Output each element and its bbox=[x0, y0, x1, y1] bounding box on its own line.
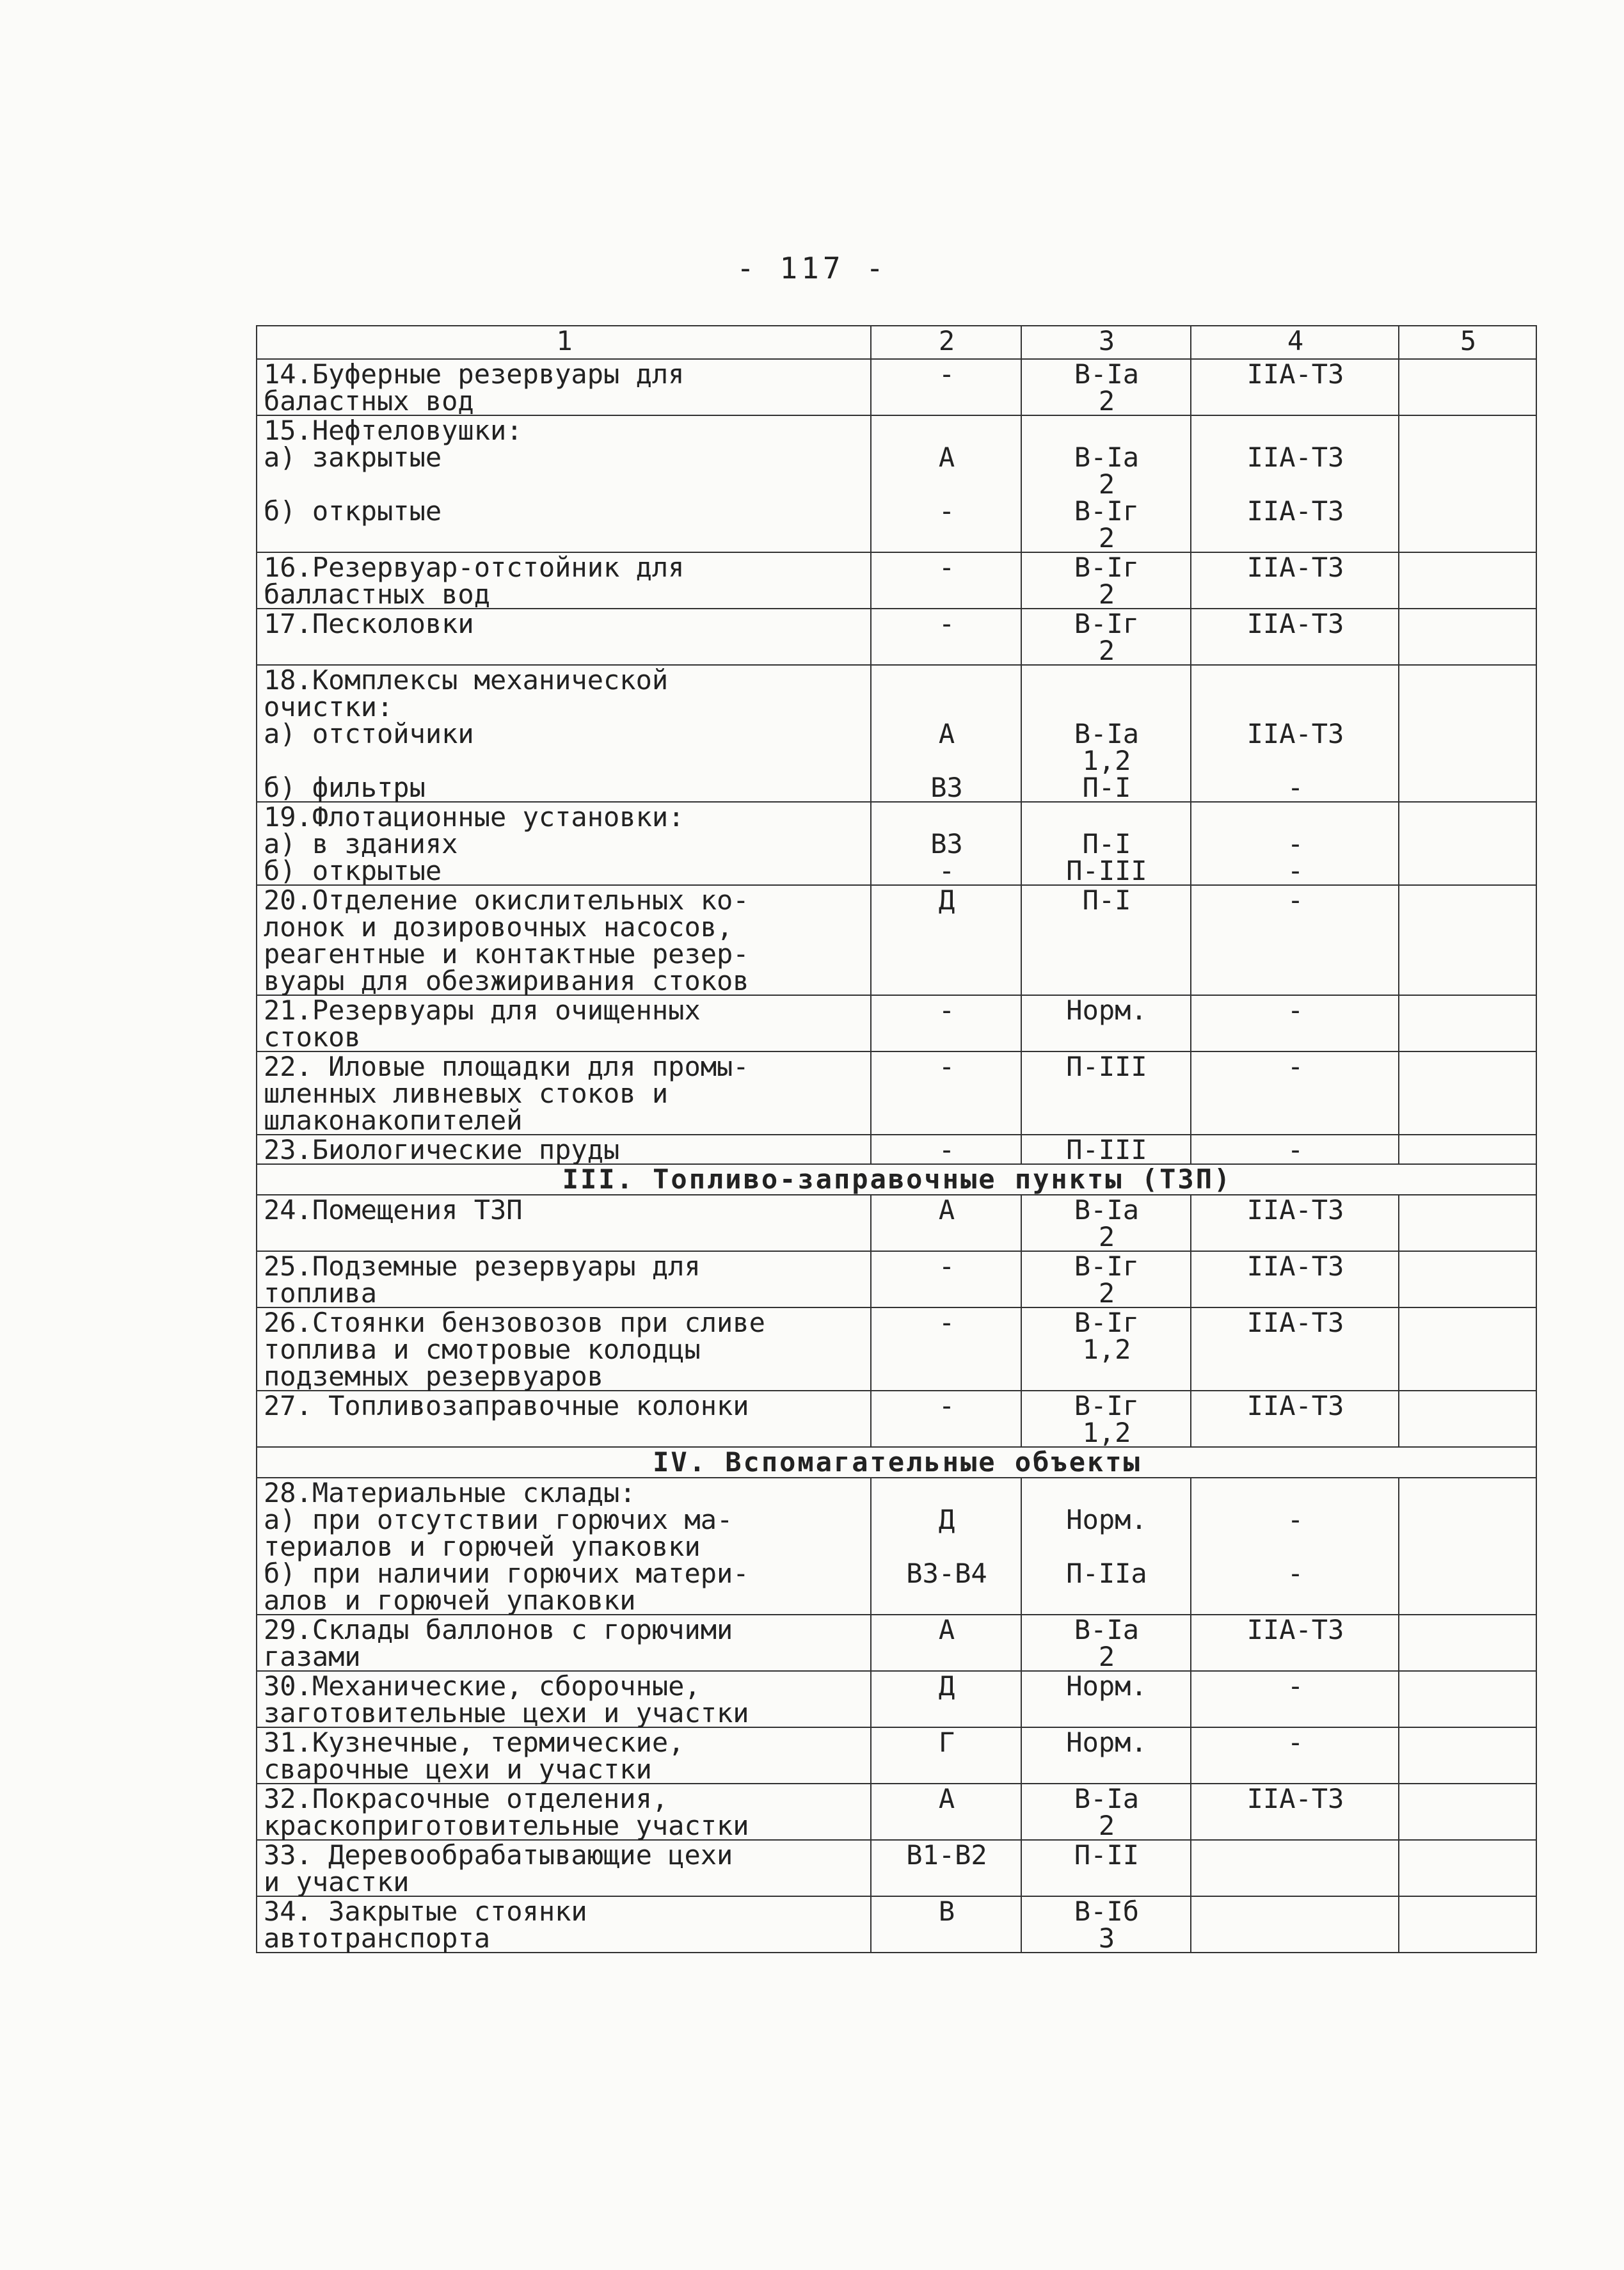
table-cell-col2: - bbox=[871, 1251, 1021, 1307]
table-cell-col5 bbox=[1399, 1391, 1536, 1447]
table-cell-col2: А bbox=[871, 1195, 1021, 1251]
table-cell-col1: 21.Резервуары для очищенных стоков bbox=[257, 995, 871, 1051]
table-body bbox=[257, 326, 1536, 1953]
table-cell-col1: 30.Механические, сборочные, заготовительные цехи и участки bbox=[257, 1671, 871, 1727]
table-cell-col3: В-Iа 2 bbox=[1021, 1615, 1191, 1671]
table-cell-col3: В-Iг 2 bbox=[1021, 1251, 1191, 1307]
table-cell-col1: 28.Материальные склады: а) при отсутствии горючих ма- териалов и горючей упаковки б) при наличии горючих матери- алов и горючей упаковки bbox=[257, 1478, 871, 1615]
table-header-row bbox=[257, 326, 1536, 359]
table-cell-col4: - - bbox=[1191, 1478, 1399, 1615]
table-cell-col5 bbox=[1399, 415, 1536, 552]
table-cell-col4: - bbox=[1191, 885, 1399, 995]
table-cell-col2: - bbox=[871, 995, 1021, 1051]
table-cell-col3: В-Iг 1,2 bbox=[1021, 1307, 1191, 1391]
table-cell-col2: Д bbox=[871, 1671, 1021, 1727]
table-cell-col1: 31.Кузнечные, термические, сварочные цехи и участки bbox=[257, 1727, 871, 1784]
header-cell-3: 3 bbox=[1021, 326, 1191, 359]
table-row bbox=[257, 1051, 1536, 1135]
table-row bbox=[257, 1896, 1536, 1953]
table-cell-col2: - bbox=[871, 552, 1021, 609]
header-cell-1: 1 bbox=[257, 326, 871, 359]
table-cell-col1: 34. Закрытые стоянки автотранспорта bbox=[257, 1896, 871, 1953]
table-cell-col1: 32.Покрасочные отделения, краскоприготовительные участки bbox=[257, 1784, 871, 1840]
header-cell-4: 4 bbox=[1191, 326, 1399, 359]
table-cell-col2: - bbox=[871, 359, 1021, 415]
table-row bbox=[257, 1671, 1536, 1727]
table-cell-col5 bbox=[1399, 1784, 1536, 1840]
table-row bbox=[257, 552, 1536, 609]
table-cell-col3: В-Iа 2 bbox=[1021, 1784, 1191, 1840]
table-cell-col4: IIA-T3 bbox=[1191, 552, 1399, 609]
table-cell-col3: П-I П-III bbox=[1021, 802, 1191, 885]
section-header-row bbox=[257, 1164, 1536, 1195]
table-cell-col2: - bbox=[871, 1307, 1021, 1391]
table-cell-col5 bbox=[1399, 995, 1536, 1051]
table-cell-col1: 15.Нефтеловушки: а) закрытые б) открытые bbox=[257, 415, 871, 552]
table-cell-col4 bbox=[1191, 1840, 1399, 1896]
table-cell-col2: - bbox=[871, 1051, 1021, 1135]
table-cell-col2: А В3 bbox=[871, 665, 1021, 802]
table-cell-col1: 20.Отделение окислительных ко- лонок и дозировочных насосов, реагентные и контактные резер- вуары для обезжиривания стоков bbox=[257, 885, 871, 995]
table-cell-col3: В-Iг 2 bbox=[1021, 609, 1191, 665]
table-cell-col5 bbox=[1399, 1615, 1536, 1671]
table-row bbox=[257, 802, 1536, 885]
section-title: IV. Вспомагательные объекты bbox=[257, 1447, 1536, 1478]
table-cell-col2: А bbox=[871, 1615, 1021, 1671]
table-cell-col4: IIA-T3 bbox=[1191, 359, 1399, 415]
table-cell-col2: В1-В2 bbox=[871, 1840, 1021, 1896]
table-cell-col3: В-Iг 2 bbox=[1021, 552, 1191, 609]
table-cell-col1: 17.Песколовки bbox=[257, 609, 871, 665]
table-cell-col5 bbox=[1399, 1896, 1536, 1953]
table-cell-col5 bbox=[1399, 665, 1536, 802]
table-cell-col1: 24.Помещения ТЗП bbox=[257, 1195, 871, 1251]
table-cell-col2: Д bbox=[871, 885, 1021, 995]
header-cell-2: 2 bbox=[871, 326, 1021, 359]
table-cell-col1: 29.Склады баллонов с горючими газами bbox=[257, 1615, 871, 1671]
section-title: III. Топливо-заправочные пункты (ТЗП) bbox=[257, 1164, 1536, 1195]
table-cell-col4: IIA-T3 bbox=[1191, 1307, 1399, 1391]
table-cell-col4: - bbox=[1191, 995, 1399, 1051]
table-cell-col4: - bbox=[1191, 1727, 1399, 1784]
table-cell-col3: П-I bbox=[1021, 885, 1191, 995]
table-row bbox=[257, 359, 1536, 415]
table-cell-col2: А - bbox=[871, 415, 1021, 552]
table-cell-col4: IIA-T3 IIA-T3 bbox=[1191, 415, 1399, 552]
table-cell-col4: IIA-T3 - bbox=[1191, 665, 1399, 802]
table-row bbox=[257, 1135, 1536, 1164]
table-row bbox=[257, 1478, 1536, 1615]
table-cell-col2: Д В3-В4 bbox=[871, 1478, 1021, 1615]
table-cell-col5 bbox=[1399, 552, 1536, 609]
table-cell-col4: IIA-T3 bbox=[1191, 1195, 1399, 1251]
table-cell-col4: IIA-T3 bbox=[1191, 1784, 1399, 1840]
table-cell-col1: 19.Флотационные установки: а) в зданиях б) открытые bbox=[257, 802, 871, 885]
table-cell-col3: В-Iг 1,2 bbox=[1021, 1391, 1191, 1447]
table-cell-col5 bbox=[1399, 1135, 1536, 1164]
table-cell-col3: П-III bbox=[1021, 1135, 1191, 1164]
table-cell-col2: - bbox=[871, 1391, 1021, 1447]
table-cell-col2: - bbox=[871, 609, 1021, 665]
table-cell-col5 bbox=[1399, 1478, 1536, 1615]
table-cell-col5 bbox=[1399, 1307, 1536, 1391]
table-row bbox=[257, 1784, 1536, 1840]
page-number: - 117 - bbox=[736, 251, 888, 285]
table-row bbox=[257, 885, 1536, 995]
table-cell-col4: - - bbox=[1191, 802, 1399, 885]
table-row bbox=[257, 1391, 1536, 1447]
table-cell-col5 bbox=[1399, 802, 1536, 885]
table-cell-col5 bbox=[1399, 1051, 1536, 1135]
table-cell-col4: - bbox=[1191, 1051, 1399, 1135]
table-cell-col3: Норм. bbox=[1021, 1727, 1191, 1784]
table-cell-col3: Норм. П-IIа bbox=[1021, 1478, 1191, 1615]
table-cell-col5 bbox=[1399, 359, 1536, 415]
table-cell-col1: 26.Стоянки бензовозов при сливе топлива и смотровые колодцы подземных резервуаров bbox=[257, 1307, 871, 1391]
table-cell-col4: IIA-T3 bbox=[1191, 1251, 1399, 1307]
table-cell-col2: Г bbox=[871, 1727, 1021, 1784]
table-cell-col5 bbox=[1399, 1195, 1536, 1251]
table-cell-col4 bbox=[1191, 1896, 1399, 1953]
table-cell-col3: В-Iб 3 bbox=[1021, 1896, 1191, 1953]
table-cell-col1: 18.Комплексы механической очистки: а) отстойчики б) фильтры bbox=[257, 665, 871, 802]
table-cell-col3: П-II bbox=[1021, 1840, 1191, 1896]
table-cell-col2: В bbox=[871, 1896, 1021, 1953]
table-row bbox=[257, 995, 1536, 1051]
table-cell-col1: 27. Топливозаправочные колонки bbox=[257, 1391, 871, 1447]
table-cell-col5 bbox=[1399, 1251, 1536, 1307]
table-row bbox=[257, 1840, 1536, 1896]
section-header-row bbox=[257, 1447, 1536, 1478]
table-row bbox=[257, 1251, 1536, 1307]
table-cell-col2: - bbox=[871, 1135, 1021, 1164]
table-cell-col3: В-Iа 2 bbox=[1021, 1195, 1191, 1251]
table-row bbox=[257, 609, 1536, 665]
table-cell-col4: IIA-T3 bbox=[1191, 1615, 1399, 1671]
classification-table bbox=[256, 325, 1537, 1953]
table-row bbox=[257, 415, 1536, 552]
table-cell-col1: 22. Иловые площадки для промы- шленных ливневых стоков и шлаконакопителей bbox=[257, 1051, 871, 1135]
table-cell-col3: В-Iа 2 bbox=[1021, 359, 1191, 415]
table-cell-col1: 14.Буферные резервуары для баластных вод bbox=[257, 359, 871, 415]
table-cell-col2: В3 - bbox=[871, 802, 1021, 885]
table-row bbox=[257, 1307, 1536, 1391]
table-cell-col3: В-Iа 1,2 П-I bbox=[1021, 665, 1191, 802]
table-cell-col5 bbox=[1399, 1727, 1536, 1784]
table-cell-col1: 23.Биологические пруды bbox=[257, 1135, 871, 1164]
table-cell-col4: IIA-T3 bbox=[1191, 609, 1399, 665]
table-cell-col5 bbox=[1399, 609, 1536, 665]
table-cell-col1: 25.Подземные резервуары для топлива bbox=[257, 1251, 871, 1307]
table-cell-col1: 16.Резервуар-отстойник для балластных вод bbox=[257, 552, 871, 609]
table-row bbox=[257, 1195, 1536, 1251]
header-cell-5: 5 bbox=[1399, 326, 1536, 359]
table-cell-col4: - bbox=[1191, 1135, 1399, 1164]
table-cell-col3: Норм. bbox=[1021, 995, 1191, 1051]
table-row bbox=[257, 665, 1536, 802]
table-cell-col3: П-III bbox=[1021, 1051, 1191, 1135]
table-cell-col5 bbox=[1399, 1671, 1536, 1727]
table-cell-col4: IIA-T3 bbox=[1191, 1391, 1399, 1447]
table-cell-col3: В-Iа 2 В-Iг 2 bbox=[1021, 415, 1191, 552]
table-row bbox=[257, 1615, 1536, 1671]
table-cell-col4: - bbox=[1191, 1671, 1399, 1727]
table-cell-col3: Норм. bbox=[1021, 1671, 1191, 1727]
table-row bbox=[257, 1727, 1536, 1784]
table-cell-col2: А bbox=[871, 1784, 1021, 1840]
table-cell-col5 bbox=[1399, 1840, 1536, 1896]
table-cell-col5 bbox=[1399, 885, 1536, 995]
table-cell-col1: 33. Деревообрабатывающие цехи и участки bbox=[257, 1840, 871, 1896]
